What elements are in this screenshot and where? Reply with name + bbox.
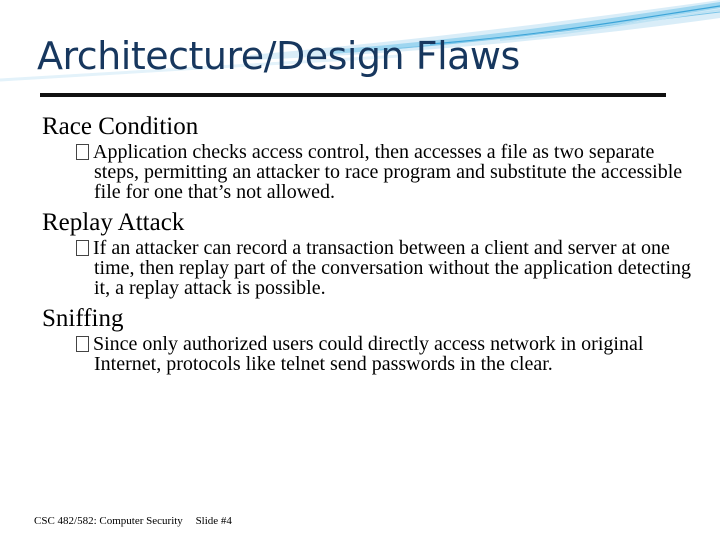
section-replay-attack (42, 208, 692, 298)
title-underline (40, 93, 666, 97)
footer-slide-number: Slide #4 (195, 515, 232, 527)
bullet-text: Application checks access control, then accesses a file as two separate steps, permitting an attacker to race program and substitute the accessible file for one that’s not allowed. (93, 141, 683, 203)
bullet-text: Since only authorized users could directly access network in original Internet, protocols like telnet send passwords in the clear. (93, 333, 644, 375)
bullet-item (42, 334, 692, 374)
bullet-item (42, 238, 692, 298)
section-race-condition (42, 112, 692, 202)
bullet-glyph-icon (76, 336, 89, 352)
slide-content (42, 112, 692, 380)
bullet-text: If an attacker can record a transaction between a client and server at one time, then replay part of the conversation without the application detecting it, a replay attack is possible. (93, 237, 692, 299)
section-heading: Replay Attack (42, 209, 185, 236)
bullet-item (42, 142, 692, 202)
section-heading: Race Condition (42, 113, 199, 140)
footer-course: CSC 482/582: Computer Security (34, 515, 183, 527)
bullet-glyph-icon (76, 144, 89, 160)
bullet-glyph-icon (76, 240, 89, 256)
slide-title: Architecture/Design Flaws (37, 34, 520, 78)
section-heading: Sniffing (42, 305, 124, 332)
section-sniffing (42, 304, 692, 374)
slide-footer (34, 515, 242, 527)
